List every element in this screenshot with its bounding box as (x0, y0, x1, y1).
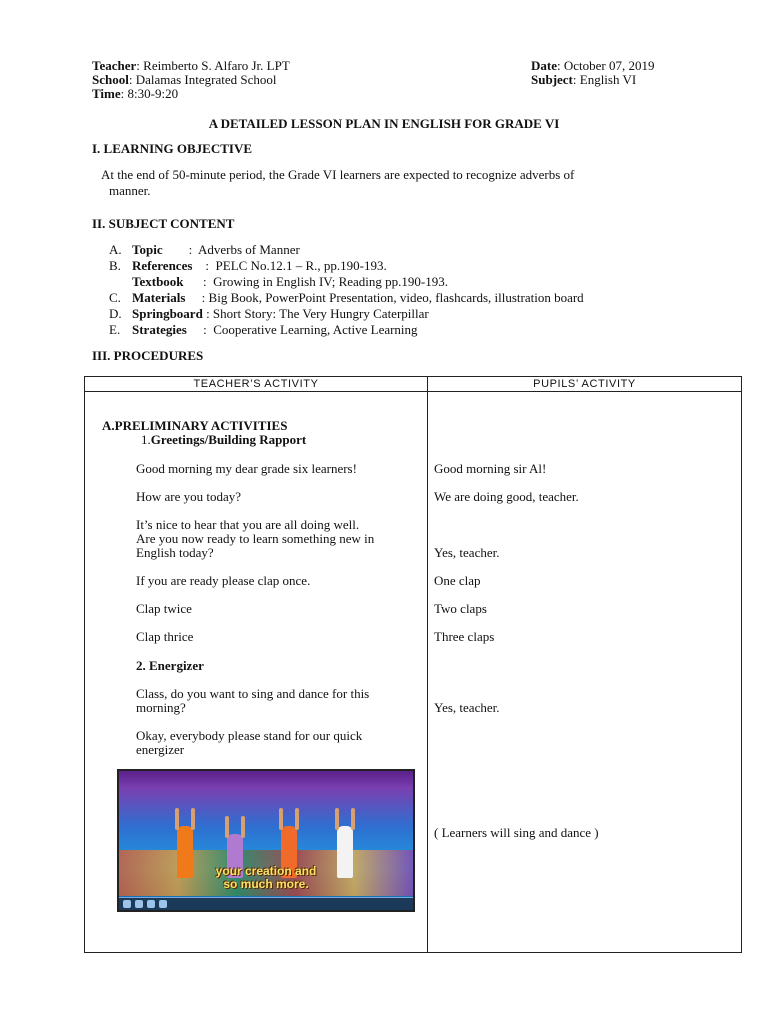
content-item-topic (109, 242, 300, 258)
school-line (92, 73, 277, 87)
pupils-activity-cell (428, 392, 741, 952)
school-label: School (92, 72, 129, 87)
objective-line-2: manner. (109, 183, 151, 198)
teacher-line-how-are-you: How are you today? (136, 489, 242, 504)
content-item-label: Materials (132, 290, 186, 305)
taskbar-app-icon (159, 900, 167, 908)
time-value: : 8:30-9:20 (120, 86, 179, 101)
content-item-springboard (109, 306, 429, 322)
pupil-line-two-claps: Two claps (434, 601, 487, 616)
energizer-video-screenshot (117, 769, 415, 912)
teacher-line-sing-dance-2: morning? (136, 700, 186, 715)
date-label: Date (531, 58, 557, 73)
content-item-label: References (132, 258, 193, 273)
content-item-value: : Growing in English IV; Reading pp.190-193. (183, 274, 448, 289)
content-item-letter: B. (109, 258, 121, 273)
pupil-line-one-clap: One clap (434, 573, 481, 588)
content-item-materials (109, 290, 584, 306)
content-item-value: : Big Book, PowerPoint Presentation, video, flashcards, illustration board (185, 290, 584, 305)
pupil-line-sing-dance: ( Learners will sing and dance ) (434, 825, 599, 840)
content-item-letter: D. (109, 306, 122, 321)
procedures-table (84, 376, 742, 953)
objective-line-1: At the end of 50-minute period, the Grade VI learners are expected to recognize adverbs of (101, 167, 575, 182)
subject-value: : English VI (572, 72, 637, 87)
pupil-line-three-claps: Three claps (434, 629, 495, 644)
subject-line (531, 73, 636, 87)
time-line (92, 87, 178, 101)
video-caption-line-1: your creation and (215, 864, 317, 878)
content-item-letter: E. (109, 322, 121, 337)
teacher-line (92, 59, 290, 73)
content-item-value: : Cooperative Learning, Active Learning (186, 322, 418, 337)
teacher-activity-header: TEACHER’S ACTIVITY (85, 377, 428, 392)
teacher-line-greeting: Good morning my dear grade six learners! (136, 461, 357, 476)
teacher-line-clap-twice: Clap twice (136, 601, 192, 616)
pupil-line-yes-teacher: Yes, teacher. (434, 545, 500, 560)
objective-heading: I. LEARNING OBJECTIVE (92, 141, 253, 156)
teacher-value: : Reimberto S. Alfaro Jr. LPT (136, 58, 290, 73)
procedures-heading: III. PROCEDURES (92, 348, 204, 363)
school-value: : Dalamas Integrated School (128, 72, 277, 87)
teacher-line-nice-to-hear-1: It’s nice to hear that you are all doing well. (136, 517, 360, 532)
content-item-strategies (109, 322, 418, 338)
teacher-line-nice-to-hear-2: Are you now ready to learn something new in (136, 531, 375, 546)
content-item-value: : Adverbs of Manner (162, 242, 300, 257)
date-line (531, 59, 654, 73)
teacher-line-clap-once: If you are ready please clap once. (136, 573, 311, 588)
taskbar-app-icon (147, 900, 155, 908)
greetings-number: 1. (141, 432, 151, 447)
content-item-letter: A. (109, 242, 122, 257)
preliminary-activities-heading: A.PRELIMINARY ACTIVITIES (102, 418, 288, 433)
pupil-line-doing-good: We are doing good, teacher. (434, 489, 579, 504)
content-item-value: : Short Story: The Very Hungry Caterpillar (202, 306, 429, 321)
greetings-heading (141, 433, 306, 447)
subject-label: Subject (531, 72, 573, 87)
content-item-label: Topic (132, 242, 163, 257)
content-item-textbook (109, 274, 448, 290)
content-item-label: Strategies (132, 322, 187, 337)
content-item-value: : PELC No.12.1 – R., pp.190-193. (192, 258, 387, 273)
teacher-line-clap-thrice: Clap thrice (136, 629, 194, 644)
pupils-activity-header: PUPILS’ ACTIVITY (428, 377, 742, 392)
content-item-label: Textbook (132, 274, 184, 289)
content-item-label: Springboard (132, 306, 203, 321)
windows-start-icon (123, 900, 131, 908)
video-taskbar (119, 897, 413, 910)
greetings-label: Greetings/Building Rapport (150, 432, 307, 447)
content-item-letter: C. (109, 290, 121, 305)
video-caption (119, 865, 413, 891)
date-value: : October 07, 2019 (557, 58, 655, 73)
teacher-line-sing-dance-1: Class, do you want to sing and dance for this (136, 686, 370, 701)
taskbar-app-icon (135, 900, 143, 908)
document-title: A DETAILED LESSON PLAN IN ENGLISH FOR GRADE VI (208, 116, 560, 131)
teacher-line-stand-2: energizer (136, 742, 185, 757)
energizer-heading: 2. Energizer (136, 658, 204, 673)
time-label: Time (92, 86, 121, 101)
pupil-line-yes-teacher-2: Yes, teacher. (434, 700, 500, 715)
teacher-activity-cell (85, 392, 427, 952)
video-caption-line-2: so much more. (223, 877, 309, 891)
teacher-line-nice-to-hear-3: English today? (136, 545, 214, 560)
teacher-label: Teacher (92, 58, 137, 73)
content-item-references (109, 258, 387, 274)
teacher-line-stand-1: Okay, everybody please stand for our quick (136, 728, 363, 743)
subject-content-heading: II. SUBJECT CONTENT (92, 216, 235, 231)
pupil-line-good-morning: Good morning sir Al! (434, 461, 547, 476)
